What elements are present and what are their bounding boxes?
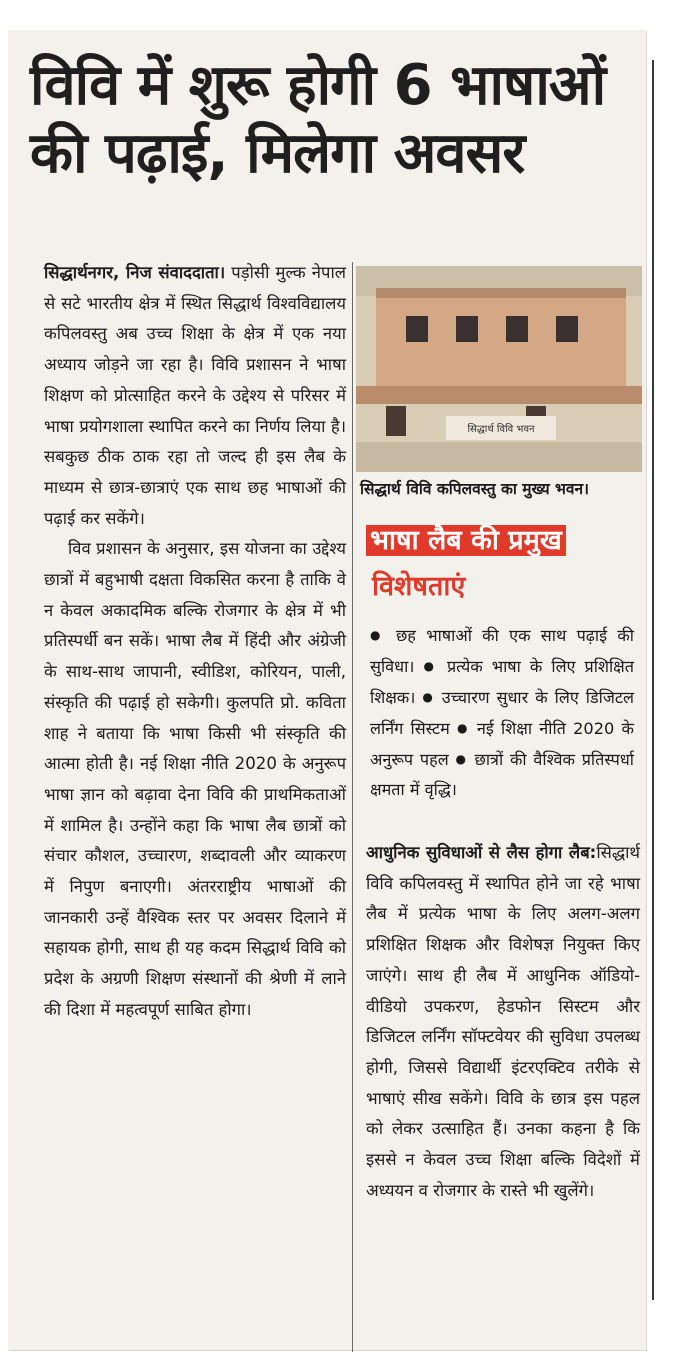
paragraph-1: पड़ोसी मुल्क नेपाल से सटे भारतीय क्षेत्र में स्थित सिद्धार्थ विश्वविद्यालय कपिलवस्तु अब उच्च शिक्षा के क्षेत्र में एक नया अध्याय जोड़ने जा रहा है। विवि प्रशासन ने भाषा शिक्षण को प्रोत्साहित करने के उद्देश्य से परिसर में भाषा प्रयोगशाला स्थापित करने का निर्णय लिया है। सबकुछ ठीक ठाक रहा तो जल्द ही इस लैब के माध्यम से छात्र-छात्राएं एक साथ छह भाषाओं की पढ़ाई कर सकेंगे। (44, 263, 346, 528)
section2-body (366, 838, 640, 1206)
photo-caption: सिद्धार्थ विवि कपिलवस्तु का मुख्य भवन। (360, 480, 589, 498)
article-body-1 (44, 258, 346, 534)
building-photo (356, 266, 642, 472)
bullet-icon: ● (423, 659, 438, 673)
feature-item: छात्रों की वैश्विक प्रतिस्पर्धा क्षमता में वृद्धि। (370, 750, 634, 799)
section2-text: सिद्धार्थ विवि कपिलवस्तु में स्थापित होने जा रहे भाषा लैब में प्रत्येक भाषा के लिए अलग-अलग प्रशिक्षित शिक्षक और विशेषज्ञ नियुक्त किए जाएंगे। साथ ही लैब में आधुनिक ऑडियो-वीडियो उपकरण, हेडफोन सिस्टम और डिजिटल लर्निंग सॉफ्टवेयर की सुविधा उपलब्ध होगी, जिससे विद्यार्थी इंटरएक्टिव तरीके से भाषाएं सीख सकेंगे। विवि के छात्र इस पहल को लेकर उत्साहित हैं। उनका कहना है कि इससे न केवल उच्च शिक्षा बल्कि विदेशों में अध्ययन व रोजगार के रास्ते भी खुलेंगे। (366, 843, 640, 1200)
clipping-edge (652, 60, 654, 1300)
feature-item: नई शिक्षा नीति 2020 के अनुरूप पहल (370, 719, 634, 769)
features-list (370, 620, 634, 805)
bullet-icon: ● (455, 752, 468, 766)
feature-item: प्रत्येक भाषा के लिए प्रशिक्षित शिक्षक। (370, 657, 634, 707)
feature-item: छह भाषाओं की एक साथ पढ़ाई की सुविधा। (370, 626, 634, 676)
features-title-line-1: भाषा लैब की प्रमुख (366, 525, 566, 556)
feature-item: उच्चारण सुधार के लिए डिजिटल लर्निंग सिस्टम (370, 688, 634, 738)
right-column (366, 838, 640, 1206)
bullet-icon: ● (457, 721, 470, 735)
left-column (44, 258, 346, 1026)
paragraph-2: विव प्रशासन के अनुसार, इस योजना का उद्देश्य छात्रों में बहुभाषी दक्षता विकसित करना है ताकि वे न केवल अकादमिक बल्कि रोजगार के क्षेत्र में भी प्रतिस्पर्धी बन सकें। भाषा लैब में हिंदी और अंग्रेजी के साथ-साथ जापानी, स्वीडिश, कोरियन, पाली, संस्कृति की पढ़ाई हो सकेगी। कुलपति प्रो. कविता शाह ने बताया कि भाषा किसी भी संस्कृति की आत्मा होती है। नई शिक्षा नीति 2020 के अनुरूप भाषा ज्ञान को बढ़ावा देना विवि की प्राथमिकताओं में शामिल है। उन्होंने कहा कि भाषा लैब छात्रों को संचार कौशल, उच्चारण, शब्दावली और व्याकरण में निपुण बनाएगी। अंतरराष्ट्रीय भाषाओं की जानकारी उन्हें वैश्विक स्तर पर अवसर दिलाने में सहायक होगी, साथ ही यह कदम सिद्धार्थ विवि को प्रदेश के अग्रणी शिक्षण संस्थानों की श्रेणी में लाने की दिशा में महत्वपूर्ण साबित होगा। (44, 539, 346, 1019)
building-sign: सिद्धार्थ विवि भवन (467, 424, 535, 435)
bullet-icon: ● (422, 690, 435, 704)
building-illustration (356, 266, 642, 472)
headline-line-1: विवि में शुरू होगी 6 भाषाओं (30, 53, 606, 118)
features-box-title (366, 518, 566, 610)
dateline: सिद्धार्थनगर, निज संवाददाता। (44, 263, 226, 282)
column-divider (352, 262, 353, 1352)
features-title-line-2: विशेषताएं (372, 571, 466, 602)
headline (30, 52, 630, 188)
section2-lead: आधुनिक सुविधाओं से लैस होगा लैब: (366, 843, 597, 862)
headline-line-2: की पढ़ाई, मिलेगा अवसर (30, 121, 525, 186)
bullet-icon: ● (370, 628, 386, 642)
